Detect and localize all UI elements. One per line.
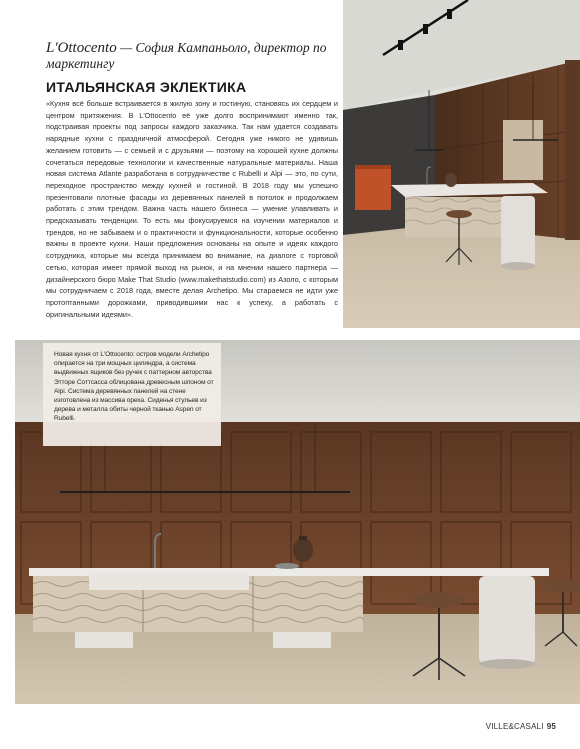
byline-author: — София Кампаньоло, директор по маркетингу (46, 40, 327, 71)
page-number: 95 (546, 722, 556, 731)
byline (46, 40, 342, 72)
kitchen-photo-top (343, 0, 580, 328)
byline-brand: L'Ottocento (46, 40, 117, 56)
photo-caption: Новая кухня от L'Ottocento: остров модели Archetipo опирается на три мощных цилиндра, а система выдвижных ящиков без ручек с паттерном авторства Этторе Соттсасса облицована древесным шпоном от Alpi. Система деревянных панелей на стене изготовлена из массива ореха. Сиденья стульев из дерева и металла обиты черной тканью Aspen от Rubelli. (54, 351, 214, 423)
magazine-name: VILLE&CASALI (485, 722, 544, 731)
kitchen-photo-top-illustration (343, 0, 580, 328)
article-headline: ИТАЛЬЯНСКАЯ ЭКЛЕКТИКА (46, 79, 247, 95)
page-footer (486, 722, 556, 731)
article-body: «Кухня всё больше встраивается в жилую зону и гостиную, становясь их сердцем и центром притяжения. В L'Ottocento её уже долго воспринимают именно так, подстраивая проекты под запросы каждого заказчика. Так нам удается создавать нарядные кухни с праздничной атмосферой. Сегодня уже никого не удивишь желанием готовить — с семьей и с друзьями — поэтому на хорошей кухне должны сочетаться передовые технологии и качественные натуральные материалы. Наша новая система Atlante разработана в сотрудничестве с Rubelli и Alpi — это, по сути, переходное пространство между кухней и гостиной. В 2018 году мы успешно презентовали плотные фасады из деревянных панелей в потолок и продолжаем работать с этим трендом. Важна часть нашего бизнеса — умение улавливать и предсказывать тенденции. То есть мы фокусируемся на изучении материалов и трендов, но не забываем и о практичности и функциональности, которые особенно важны в проекте кухни. Наши предложения основаны на опыте и идеях каждого сотрудника, которые мы всегда принимаем во внимание, на диалоге с торговой сетью, которая имеет прямой выход на рынок, и на мнении нашего партнера — дизайнерского бюро Make That Studio (www.makethatstudio.com) из Азоло, с которым мы сотрудничаем с 2018 года, вместе делая Archetipo. Мы стараемся не идти уже протоптанными дорожками, приводившими нас к успеху, а работать с оригинальными идеями». (46, 99, 338, 319)
